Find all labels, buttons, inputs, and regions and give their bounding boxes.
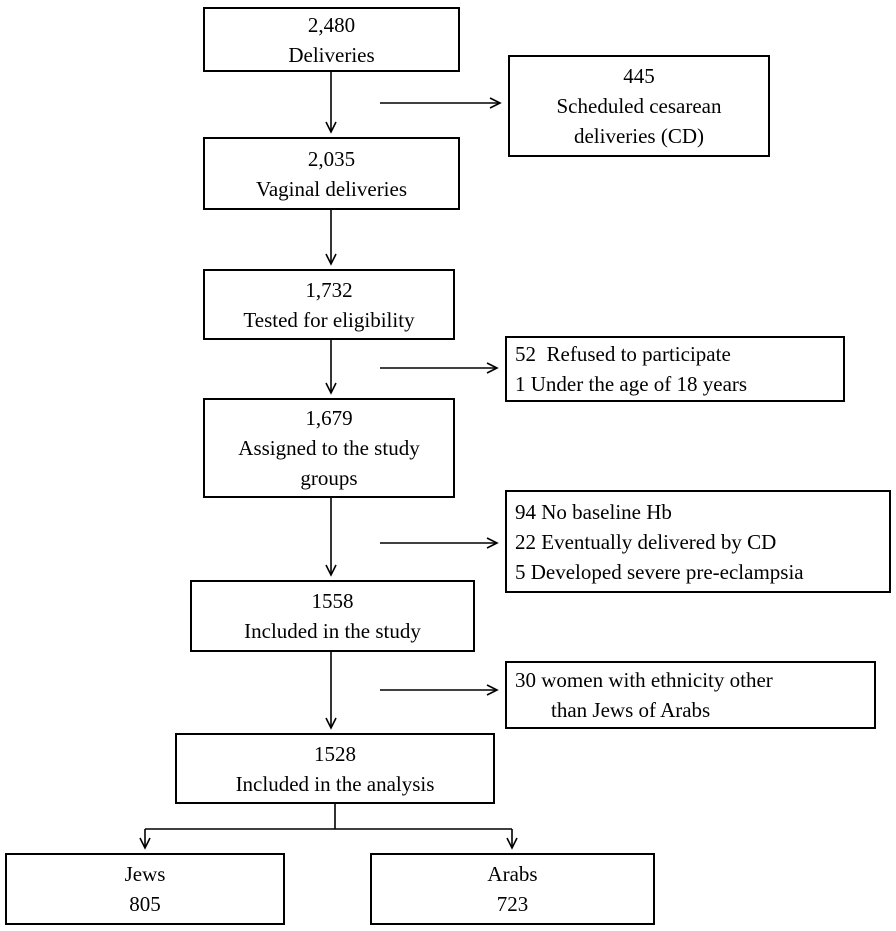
assigned-count: 1,679 bbox=[305, 406, 353, 430]
delivered-by-cd-line: 22 Eventually delivered by CD bbox=[515, 529, 777, 554]
jews-count: 805 bbox=[129, 892, 161, 916]
scheduled-cd-count: 445 bbox=[623, 64, 655, 88]
included-analysis-label: Included in the analysis bbox=[235, 771, 435, 796]
box-included-in-study bbox=[190, 580, 475, 652]
deliveries-label: Deliveries bbox=[288, 42, 375, 67]
refused-line: 52 Refused to participate bbox=[515, 342, 731, 366]
ethnicity-line2: than Jews of Arabs bbox=[551, 698, 711, 722]
box-scheduled-cesarean-exclusion bbox=[508, 55, 770, 157]
scheduled-cd-label2: deliveries (CD) bbox=[573, 124, 705, 148]
ethnicity-line1: 30 women with ethnicity other bbox=[515, 668, 773, 692]
box-deliveries bbox=[203, 7, 460, 72]
arabs-label: Arabs bbox=[487, 862, 538, 886]
no-baseline-hb-line: 94 No baseline Hb bbox=[515, 499, 672, 524]
box-group-arabs bbox=[370, 853, 655, 925]
vaginal-count: 2,035 bbox=[307, 146, 356, 171]
box-other-ethnicity-exclusion bbox=[505, 661, 876, 729]
included-study-count: 1558 bbox=[311, 589, 354, 613]
box-included-in-analysis bbox=[175, 733, 495, 804]
included-study-label: Included in the study bbox=[244, 619, 421, 643]
vaginal-label: Vaginal deliveries bbox=[255, 176, 408, 201]
scheduled-cd-label1: Scheduled cesarean bbox=[556, 94, 722, 118]
underage-line: 1 Under the age of 18 years bbox=[515, 372, 748, 396]
assigned-label2: groups bbox=[300, 466, 358, 490]
jews-label: Jews bbox=[124, 862, 166, 886]
box-tested-for-eligibility bbox=[203, 269, 455, 340]
deliveries-count: 2,480 bbox=[307, 12, 356, 37]
box-group-jews bbox=[5, 853, 285, 925]
arabs-count: 723 bbox=[496, 892, 529, 916]
branch-analysis-to-groups bbox=[145, 804, 512, 829]
pre-eclampsia-line: 5 Developed severe pre-eclampsia bbox=[515, 559, 804, 584]
box-assigned-to-study-groups bbox=[203, 398, 455, 498]
assigned-label1: Assigned to the study bbox=[238, 436, 420, 460]
box-dropped-before-study-exclusion bbox=[505, 490, 891, 593]
eligibility-count: 1,732 bbox=[305, 277, 353, 302]
eligibility-label: Tested for eligibility bbox=[243, 307, 415, 332]
box-refused-or-underage-exclusion bbox=[505, 336, 845, 402]
included-analysis-count: 1528 bbox=[314, 741, 356, 766]
box-vaginal-deliveries bbox=[203, 137, 460, 210]
